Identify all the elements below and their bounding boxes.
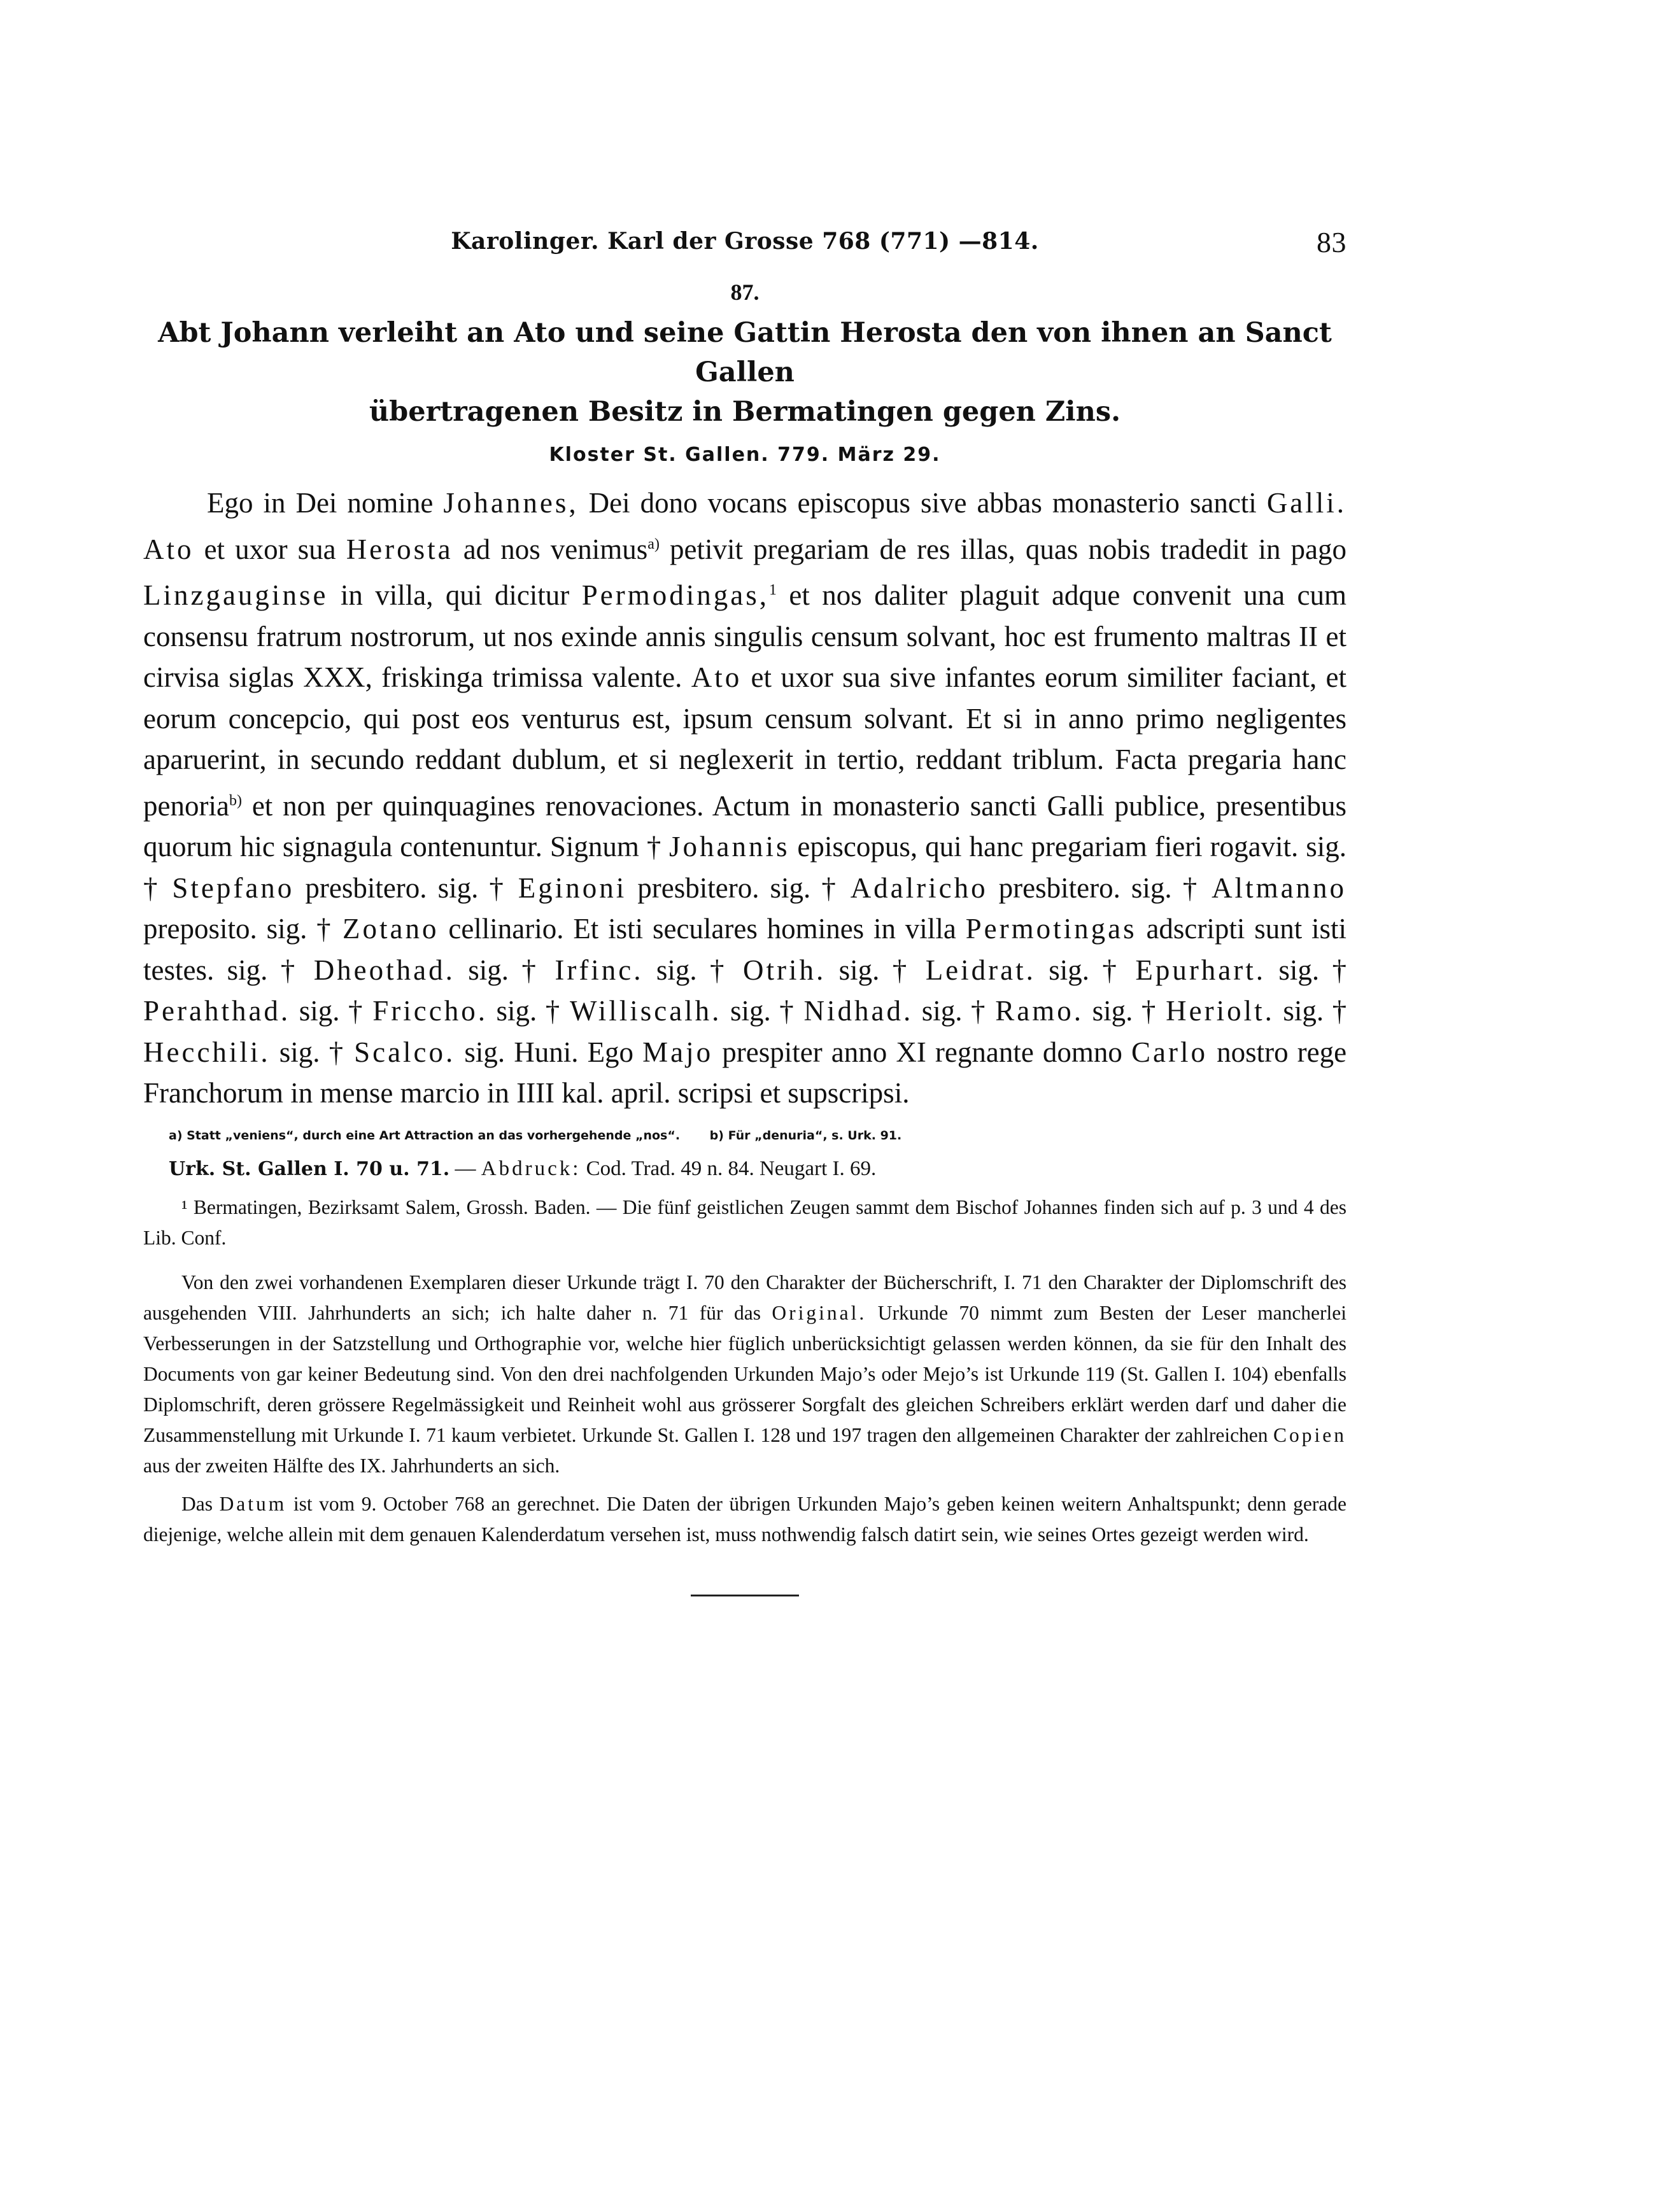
charter-text — [143, 483, 1346, 1114]
source-line: Urk. St. Gallen I. 70 u. 71. — Abdruck: Cod. Trad. 49 n. 84. Neugart I. 69. — [143, 1153, 1346, 1185]
footnote-1: ¹ Bermatingen, Bezirksamt Salem, Grossh. Baden. — Die fünf geistlichen Zeugen sammt dem Bischof Johannes finden sich auf p. 3 und 4 des Lib. Conf. — [143, 1195, 1346, 1249]
witness-name: Irfinc. — [555, 954, 644, 986]
footnote-ref-a: a) — [647, 535, 660, 553]
witness-name: Leidrat. — [925, 954, 1036, 986]
spaced-name: Permodingas, — [581, 579, 769, 611]
document-number: 87. — [730, 279, 760, 305]
place-date: Kloster St. Gallen. 779. März 29. — [549, 444, 941, 466]
running-head — [143, 223, 1346, 261]
spaced-name: Johannis — [668, 831, 790, 863]
spaced-name: Ato — [143, 533, 194, 565]
spaced-name: Galli. — [1266, 487, 1347, 519]
source-abdruck-label: Abdruck: — [481, 1157, 581, 1180]
charter-paragraph: Ego in Dei nomine Johannes, Dei dono vocans episcopus sive abbas monasterio sancti Galli. Ato et uxor sua Herosta ad nos venimus$^{a)}$ petivit pregariam de res illas, quas nobis tradedit in pago Linzgauginse in villa, qui dicitur Permodingas,$^1$ et nos daliter plaguit adque convenit una cum consensu fratrum nostrorum, ut nos exinde annis singulis censum solvant, hoc est frumento maltras II et cirvisa siglas XXX, friskinga trimissa valente. Ato et uxor sua sive infantes eorum similiter faciant, et eorum concepcio, qui post eos venturus est, ipsum censum solvant. Et si in anno primo negligentes aparuerint, in secundo reddant dublum, et si neglexerit in tertio, reddant triblum. Facta pregaria hanc penoria$^{b)}$ et non per quinquagines renovaciones. Actum in monasterio sancti Galli publice, presentibus quorum hic signagula contenuntur. Signum † Johannis episcopus, qui hanc pregariam fieri rogavit. sig. † Stepfano presbitero. sig. † Eginoni presbitero. sig. † Adalricho presbitero. sig. † Altmanno preposito. sig. † Zotano cellinario. Et isti seculares homines in villa Permotingas adscripti sunt isti testes. sig. † Dheothad. sig. † Irfinc. sig. † Otrih. sig. † Leidrat. sig. † Epurhart. sig. † Perahthad. sig. † Friccho. sig. † Williscalh. sig. † Nidhad. sig. † Ramo. sig. † Heriolt. sig. † Hecchili. sig. † Scalco. sig. Huni. Ego Majo prespiter anno XI regnante domno Carlo nostro rege Franchorum in mense marcio in IIII kal. april. scripsi et supscripsi. — [143, 487, 1347, 1109]
source-urk: Urk. St. Gallen I. 70 u. 71. — [169, 1157, 450, 1180]
remarks-paragraph-1: Von den zwei vorhandenen Exemplaren dieser Urkunde trägt I. 70 den Charakter der Bücherschrift, I. 71 den Charakter der Diplomschrift des ausgehenden VIII. Jahrhunderts an sich; ich halte daher n. 71 für das Original. Urkunde 70 nimmt zum Besten der Leser mancherlei Verbesserungen in der Satzstellung und Orthographie vor, welche hier füglich unberücksichtigt gelassen werden können, da sie für den Inhalt des Documents von gar keiner Bedeutung sind. Von den drei nachfolgenden Urkunden Majo’s oder Mejo’s ist Urkunde 119 (St. Gallen I. 104) ebenfalls Diplomschrift, deren grössere Regelmässigkeit und Reinheit wohl aus grösserer Sorgfalt des gleichen Schreibers erklärt werden darf und daher die Zusammenstellung mit Urkunde I. 71 kaum verbietet. Urkunde St. Gallen I. 128 und 197 tragen den allgemeinen Charakter der zahlreichen Copien aus der zweiten Hälfte des IX. Jahrhunderts an sich. — [143, 1271, 1347, 1477]
remarks-paragraph-2: Das Datum ist vom 9. October 768 an gerechnet. Die Daten der übrigen Urkunden Majo’s geben keinen weitern Anhaltspunkt; denn gerade diejenige, welche allein mit dem genauen Kalenderdatum versehen ist, muss nothwendig falsch datirt sein, wie seines Ortes gezeigt werden wird. — [143, 1492, 1347, 1546]
witness-name: Epurhart. — [1135, 954, 1266, 986]
page-number: 83 — [1317, 226, 1346, 258]
witness-name: Dheothad. — [313, 954, 455, 986]
witness-name: Heriolt. — [1166, 995, 1275, 1027]
spaced-name: Johannes, — [443, 487, 579, 519]
witness-name: Otrih. — [742, 954, 826, 986]
spaced-name: Ato — [691, 661, 742, 693]
critical-note-b: b) Für „denuria“, s. Urk. 91. — [709, 1128, 902, 1143]
witness-name: Hecchili. — [143, 1036, 271, 1068]
source-abdruck-text: Cod. Trad. 49 n. 84. Neugart I. 69. — [586, 1157, 877, 1180]
witness-name: Williscalh. — [570, 995, 722, 1027]
spaced-name: Herosta — [346, 533, 453, 565]
witness-name: Scalco. — [354, 1036, 456, 1068]
spaced-name: Permotingas — [965, 913, 1137, 945]
witness-name: Nidhad. — [803, 995, 914, 1027]
witness-name: Altmanno — [1212, 871, 1347, 904]
witness-name: Friccho. — [372, 995, 488, 1027]
footnote-ref-b: b) — [229, 792, 242, 809]
witness-name: Perahthad. — [143, 995, 291, 1027]
critical-apparatus — [143, 1123, 1346, 1148]
scribe-name: Majo — [642, 1036, 714, 1068]
witness-name: Adalricho — [850, 871, 988, 904]
end-rule — [691, 1595, 799, 1596]
title-line-2: übertragenen Besitz in Bermatingen gegen Zins. — [369, 396, 1121, 428]
witness-name: Zotano — [343, 913, 439, 945]
footnote-ref-1: 1 — [768, 582, 777, 598]
document-title — [143, 313, 1346, 432]
critical-note-a: a) Statt „veniens“, durch eine Art Attraction an das vorhergehende „nos“. — [169, 1128, 681, 1143]
document-page — [143, 223, 1346, 1596]
spaced-name: Linzgauginse — [143, 579, 329, 611]
spaced-name: Carlo — [1131, 1036, 1208, 1068]
witness-name: Eginoni — [518, 871, 627, 904]
witness-name: Stepfano — [172, 871, 295, 904]
running-head-text: Karolinger. Karl der Grosse 768 (771) —814. — [451, 228, 1039, 255]
witness-name: Ramo. — [995, 995, 1084, 1027]
title-line-1: Abt Johann verleiht an Ato und seine Gattin Herosta den von ihnen an Sanct Gallen — [158, 317, 1332, 388]
